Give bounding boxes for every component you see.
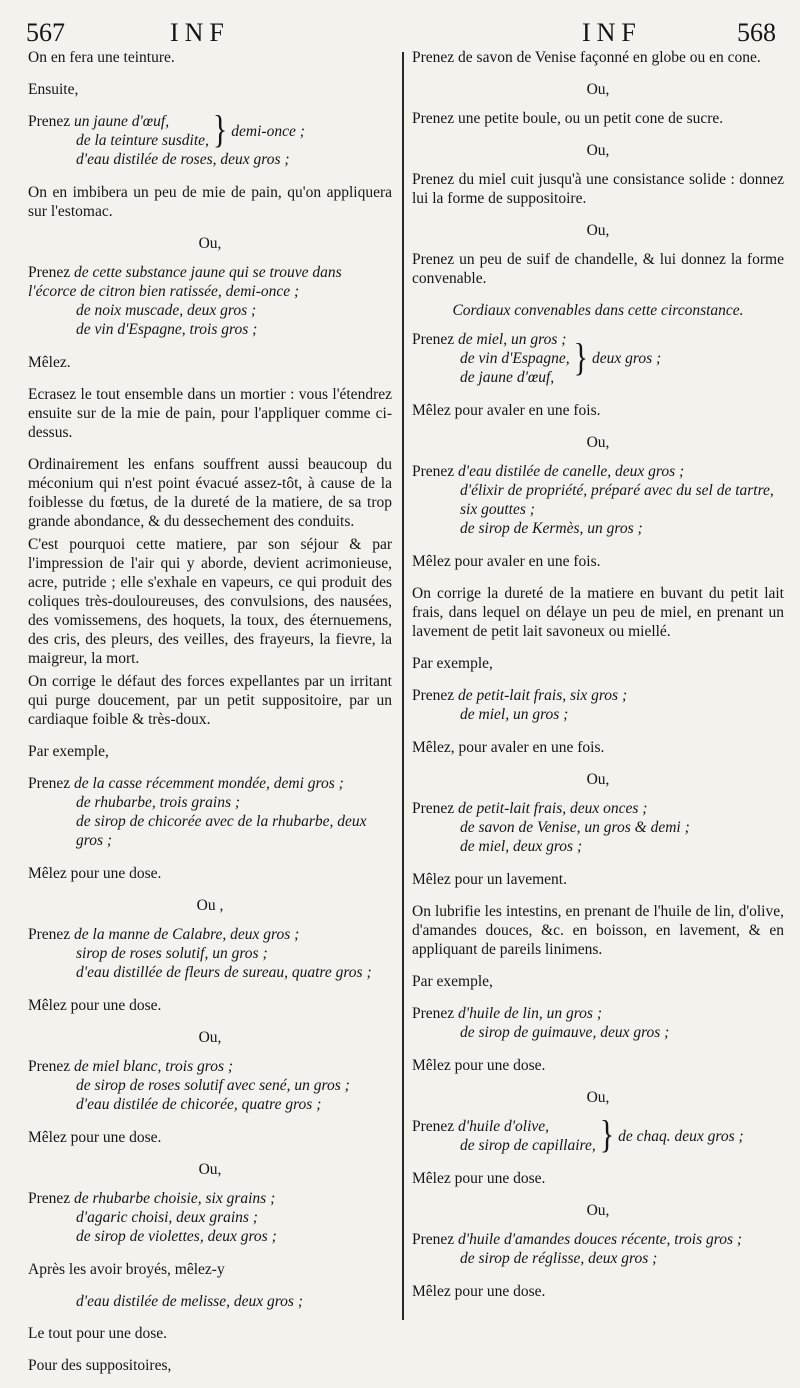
ou-separator: Ou, — [586, 1202, 610, 1219]
ingredient: de sirop de réglisse, deux gros ; — [460, 1250, 658, 1267]
ingredient: de petit-lait frais, six gros ; — [458, 687, 628, 704]
ingredient: de savon de Venise façonné en globe ou en cone. — [458, 49, 761, 66]
prescription — [412, 109, 784, 128]
ingredient: d'huile d'olive, — [458, 1118, 550, 1135]
ingredient: de petit-lait frais, deux onces ; — [458, 800, 648, 817]
paragraph: Par exemple, — [28, 743, 109, 760]
paragraph: Par exemple, — [412, 655, 493, 672]
ingredient: de rhubarbe choisie, six grains ; — [74, 1190, 276, 1207]
ingredient: d'eau distilée de melisse, deux gros ; — [76, 1293, 304, 1310]
ingredient: de rhubarbe, trois grains ; — [76, 794, 241, 811]
paragraph: Mêlez pour un lavement. — [412, 871, 567, 888]
ingredient: un jaune d'œuf, — [74, 113, 170, 130]
paragraph: Mêlez pour une dose. — [412, 1057, 546, 1074]
ou-separator: Ou, — [586, 142, 610, 159]
ou-separator: Ou , — [196, 897, 224, 914]
right-column — [412, 48, 784, 1314]
ingredient: de sirop de violettes, deux gros ; — [76, 1228, 277, 1245]
ingredient: de jaune d'œuf, — [460, 369, 555, 386]
ou-separator: Ou, — [586, 1089, 610, 1106]
paragraph: Ensuite, — [28, 81, 79, 98]
prescription — [28, 774, 392, 850]
paragraph: Mêlez pour avaler en une fois. — [412, 553, 601, 570]
prescription-lead: Prenez — [412, 1231, 455, 1248]
prescription-lead: Prenez — [28, 113, 71, 130]
ingredient: de vin d'Espagne, — [460, 350, 570, 367]
paragraph: Mêlez pour une dose. — [28, 1129, 162, 1146]
paragraph: Mêlez. — [28, 354, 71, 371]
ingredient: sirop de roses solutif, un gros ; — [76, 945, 268, 962]
ingredient: de sirop de roses solutif avec sené, un gros ; — [76, 1077, 350, 1094]
prescription-lead: Prenez — [412, 49, 455, 66]
brace-glyph: } — [573, 336, 589, 380]
ingredient: de cette substance jaune qui se trouve dans l'écorce de citron bien ratissée, demi-once ; — [28, 264, 342, 300]
paragraph: C'est pourquoi cette matiere, par son séjour & par l'impression de l'air qui y aborde, devient acrimonieuse, acre, putride ; elle s'exhale en vapeurs, ce qui produit des coliques très-douloureuses, des convulsions, des nausées, des vomissemens, des hoquets, la toux, des éternuemens, des cris, des pleurs, des veilles, des frayeurs, la fievre, la maigreur, la mort. — [28, 536, 392, 667]
prescription — [28, 925, 392, 982]
running-header — [0, 14, 800, 48]
prescription — [412, 686, 784, 724]
left-running-title: INF — [170, 18, 230, 47]
paragraph: Mêlez pour une dose. — [412, 1283, 546, 1300]
ou-separator: Ou, — [586, 434, 610, 451]
prescription-lead: Prenez — [412, 251, 455, 268]
ingredient: de miel blanc, trois gros ; — [74, 1058, 234, 1075]
paragraph: Pour des suppositoires, — [28, 1357, 172, 1374]
prescription-lead: Prenez — [28, 926, 71, 943]
paragraph: Mêlez pour une dose. — [28, 997, 162, 1014]
ingredient: de sirop de chicorée avec de la rhubarbe, deux gros ; — [76, 813, 367, 849]
prescription — [412, 1114, 744, 1158]
paragraph: Le tout pour une dose. — [28, 1325, 168, 1342]
ingredient: de la casse récemment mondée, demi gros ; — [74, 775, 344, 792]
ingredient: d'élixir de propriété, préparé avec du sel de tartre, six gouttes ; — [460, 482, 774, 518]
ingredient: d'eau distilée de canelle, deux gros ; — [458, 463, 685, 480]
ou-separator: Ou, — [198, 235, 222, 252]
prescription-lead: Prenez — [28, 1190, 71, 1207]
prescription-lead: Prenez — [412, 110, 455, 127]
paragraph: On en imbibera un peu de mie de pain, qu'on appliquera sur l'estomac. — [28, 184, 392, 220]
ingredient: de miel, un gros ; — [460, 706, 569, 723]
ingredient: d'huile d'amandes douces récente, trois gros ; — [458, 1231, 743, 1248]
ingredient: d'huile de lin, un gros ; — [458, 1005, 602, 1022]
right-running-title: INF — [582, 18, 642, 47]
ingredient: du miel cuit jusqu'à une consistance solide : donnez lui la forme de suppositoire. — [412, 171, 784, 207]
paragraph: Mêlez pour une dose. — [28, 865, 162, 882]
ingredient: d'eau distillée de fleurs de sureau, quatre gros ; — [76, 964, 372, 981]
ou-separator: Ou, — [586, 771, 610, 788]
brace-glyph: } — [212, 109, 228, 153]
ingredient: de la manne de Calabre, deux gros ; — [74, 926, 300, 943]
paragraph: On corrige le défaut des forces expellantes par un irritant qui purge doucement, par un petit suppositoire, par un cardiaque foible & très-doux. — [28, 673, 392, 728]
prescription-lead: Prenez — [412, 463, 455, 480]
ingredient: d'eau distilée de roses, deux gros ; — [76, 151, 290, 168]
prescription-lead: Prenez — [412, 800, 455, 817]
prescription — [28, 1189, 392, 1246]
prescription-lead: Prenez — [412, 331, 455, 348]
prescription-lead: Prenez — [412, 1118, 455, 1135]
prescription — [28, 263, 392, 339]
ingredient: d'eau distilée de chicorée, quatre gros ; — [76, 1096, 322, 1113]
prescription-lead: Prenez — [412, 1005, 455, 1022]
prescription — [412, 170, 784, 208]
prescription — [412, 1004, 784, 1042]
ingredient: de la teinture susdite, — [76, 132, 209, 149]
ou-separator: Ou, — [198, 1161, 222, 1178]
ingredient: de sirop de capillaire, — [460, 1137, 596, 1154]
ingredient: de noix muscade, deux gros ; — [76, 302, 257, 319]
ingredient: de savon de Venise, un gros & demi ; — [460, 819, 690, 836]
section-subheading: Cordiaux convenables dans cette circonstance. — [452, 302, 744, 319]
paragraph: On lubrifie les intestins, en prenant de l'huile de lin, d'olive, d'amandes douces, &c. en boisson, en lavement, & en appliquant de pareils linimens. — [412, 903, 784, 958]
brace-glyph: } — [599, 1114, 615, 1158]
prescription — [28, 109, 305, 153]
right-page-number: 568 — [737, 18, 776, 47]
paragraph: Après les avoir broyés, mêlez-y — [28, 1261, 225, 1278]
ou-separator: Ou, — [586, 81, 610, 98]
ingredient: d'agaric choisi, deux grains ; — [76, 1209, 258, 1226]
paragraph: Ecrasez le tout ensemble dans un mortier : vous l'étendrez ensuite sur de la mie de pain, pour l'appliquer comme ci-dessus. — [28, 386, 392, 441]
prescription — [412, 1230, 784, 1268]
prescription-lead: Prenez — [28, 1058, 71, 1075]
paragraph: On corrige la dureté de la matiere en buvant du petit lait frais, dans lequel on délaye un peu de miel, en prenant un lavement de petit lait savoneux ou miellé. — [412, 585, 784, 640]
left-column — [28, 48, 392, 1388]
prescription-lead: Prenez — [28, 264, 71, 281]
brace-quantity: demi-once ; — [231, 122, 305, 140]
brace-quantity: deux gros ; — [592, 350, 662, 367]
left-page-number: 567 — [26, 18, 65, 47]
ingredient: de sirop de Kermès, un gros ; — [460, 520, 643, 537]
prescription — [412, 330, 661, 387]
brace-quantity: de chaq. deux gros ; — [618, 1127, 744, 1145]
ingredient: de miel, deux gros ; — [460, 838, 583, 855]
ingredient: de vin d'Espagne, trois gros ; — [76, 321, 258, 338]
column-divider — [402, 52, 404, 1320]
paragraph: Ordinairement les enfans souffrent aussi beaucoup du méconium qui n'est point évacué assez-tôt, à cause de la foiblesse du fœtus, de la dureté de la matiere, de sa trop grande abondance, & du dessechement des conduits. — [28, 456, 392, 530]
prescription-lead: Prenez — [412, 687, 455, 704]
paragraph: Par exemple, — [412, 973, 493, 990]
paragraph: On en fera une teinture. — [28, 49, 175, 66]
prescription — [412, 48, 784, 67]
ingredient: de miel, un gros ; — [458, 331, 567, 348]
prescription — [412, 250, 784, 288]
ou-separator: Ou, — [586, 222, 610, 239]
prescription — [28, 1057, 392, 1114]
paragraph: Mêlez pour une dose. — [412, 1170, 546, 1187]
paragraph: Mêlez pour avaler en une fois. — [412, 402, 601, 419]
prescription-lead: Prenez — [412, 171, 455, 188]
paragraph: Mêlez, pour avaler en une fois. — [412, 739, 605, 756]
ingredient: de sirop de guimauve, deux gros ; — [460, 1024, 670, 1041]
ingredient: un peu de suif de chandelle, & lui donnez la forme convenable. — [412, 251, 784, 287]
prescription-lead: Prenez — [28, 775, 71, 792]
ingredient: une petite boule, ou un petit cone de sucre. — [458, 110, 724, 127]
prescription — [412, 462, 784, 538]
ou-separator: Ou, — [198, 1029, 222, 1046]
prescription — [412, 799, 784, 856]
